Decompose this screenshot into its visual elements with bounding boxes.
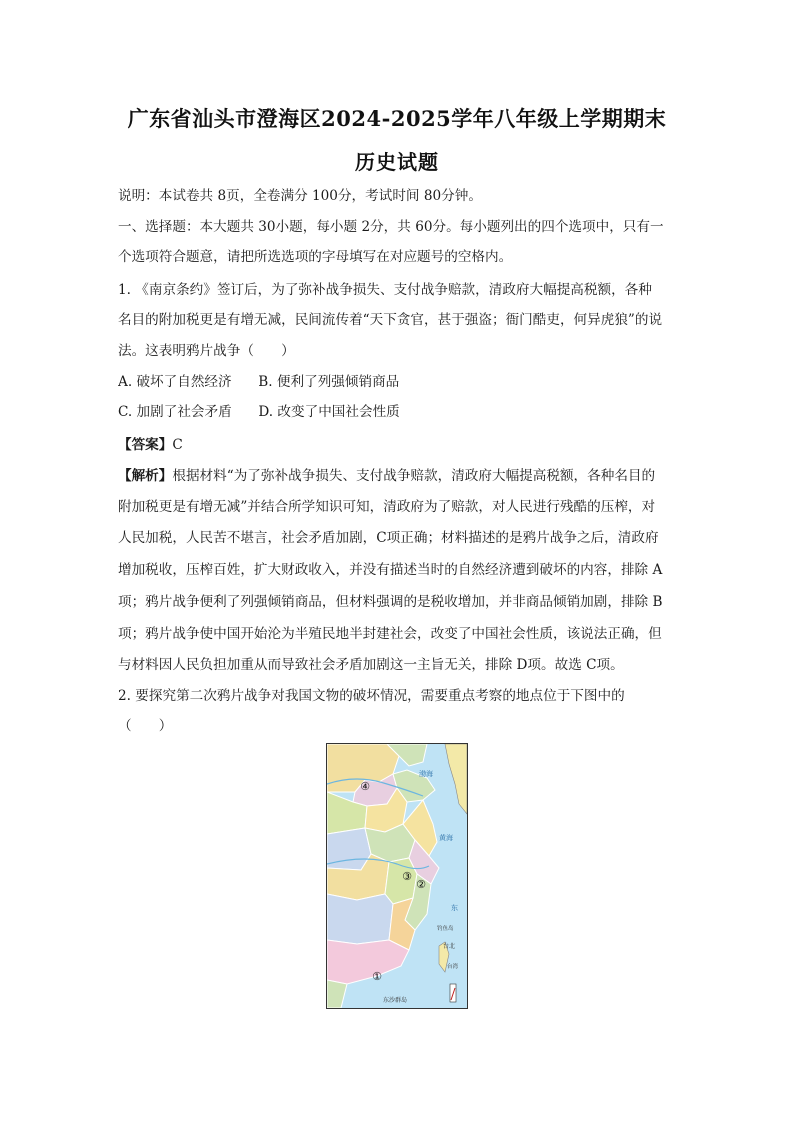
map-label-bohai: 渤海	[419, 770, 433, 778]
option-a: A. 破坏了自然经济	[118, 374, 232, 390]
map-marker-1: ①	[372, 970, 382, 983]
map-label-diaoyudao: 钓鱼岛	[437, 926, 454, 932]
analysis-line-6: 项；鸦片战争使中国开始沦为半殖民地半封建社会，改变了中国社会性质，该说法正确，但	[118, 626, 662, 642]
exam-instructions: 说明：本试卷共 8页，全卷满分 100分，考试时间 80分钟。	[118, 188, 482, 204]
question-1-stem-3: 法。这表明鸦片战争（ ）	[118, 343, 295, 359]
question-1-stem-2: 名目的附加税更是有增无减，民间流传着“天下贪官，甚于强盗；衙门酷吏，何异虎狼”的说	[118, 312, 663, 328]
map-label-dongshaqundao: 东沙群岛	[383, 997, 408, 1004]
answer-label: 【答案】	[118, 437, 173, 453]
analysis-line-5: 项；鸦片战争便利了列强倾销商品，但材料强调的是税收增加，并非商品倾销加剧，排除 B	[118, 594, 663, 610]
question-1-stem: 1. 《南京条约》签订后，为了弥补战争损失、支付战争赔款，清政府大幅提高税额，各种	[118, 282, 652, 298]
section-heading-cont: 个选项符合题意，请把所选选项的字母填写在对应题号的空格内。	[118, 249, 513, 265]
analysis-line-1	[118, 466, 684, 486]
option-c: C. 加剧了社会矛盾	[118, 404, 232, 420]
section-heading: 一、选择题：本大题共 30小题，每小题 2分，共 60分。每小题列出的四个选项中，只有一	[118, 219, 664, 235]
analysis-line-4: 增加税收，压榨百姓，扩大财政收入，并没有描述当时的自然经济遭到破坏的内容，排除 A	[118, 562, 663, 578]
map-marker-2: ②	[416, 878, 426, 891]
question-2-stem: 2. 要探究第二次鸦片战争对我国文物的破坏情况，需要重点考察的地点位于下图中的	[118, 688, 625, 704]
map-marker-4: ④	[360, 780, 370, 793]
exam-subtitle: 历史试题	[355, 150, 439, 174]
answer-value: C	[172, 437, 183, 453]
analysis-line-3: 人民加税，人民苦不堪言，社会矛盾加剧，C项正确；材料描述的是鸦片战争之后，清政府	[118, 530, 659, 546]
option-d: D. 改变了中国社会性质	[258, 404, 400, 420]
china-east-coast-map	[326, 743, 468, 1009]
analysis-line-7: 与材料因人民负担加重从而导致社会矛盾加剧这一主旨无关，排除 D项。故选 C项。	[118, 657, 624, 673]
question-1-options-row-1	[118, 372, 684, 392]
option-b: B. 便利了列强倾销商品	[258, 374, 400, 390]
map-label-taiwan: 台湾	[447, 964, 459, 970]
map-marker-3: ③	[402, 870, 412, 883]
analysis-label: 【解析】	[118, 468, 173, 484]
question-1-options-row-2	[118, 402, 684, 422]
analysis-line-2: 附加税更是有增无减”并结合所学知识可知，清政府为了赔款，对人民进行残酷的压榨，对	[118, 499, 656, 515]
question-2-stem-2: （ ）	[118, 718, 173, 734]
map-label-huanghai: 黄海	[439, 834, 453, 842]
map-label-donghai: 东	[451, 904, 458, 912]
analysis-text-1: 根据材料“为了弥补战争损失、支付战争赔款，清政府大幅提高税额，各种名目的	[172, 468, 656, 484]
map-label-taibei: 台北	[443, 943, 456, 950]
answer-line	[118, 435, 684, 455]
exam-title: 广东省汕头市澄海区2024-2025学年八年级上学期期末	[127, 106, 667, 131]
